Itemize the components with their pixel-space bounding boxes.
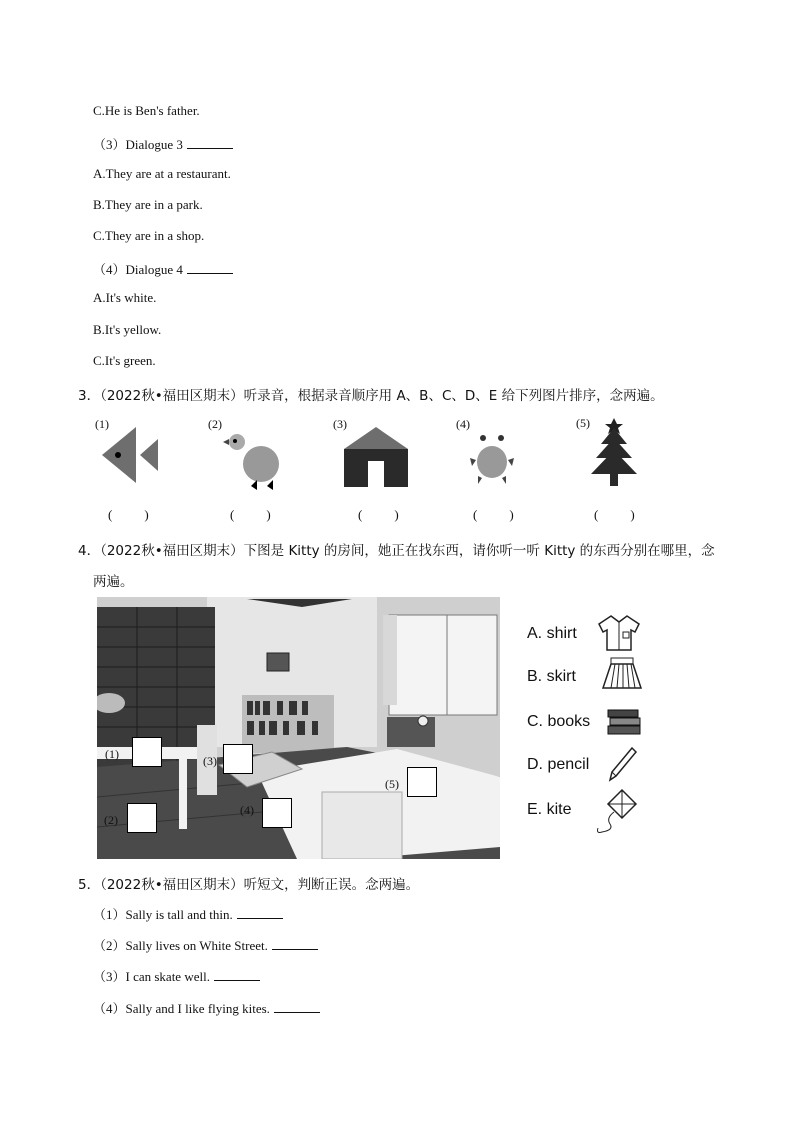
answer-paren[interactable]: ( ) [230, 507, 273, 522]
answer-box-3[interactable] [223, 744, 253, 774]
christmas-tree-icon [587, 418, 641, 490]
picture-label: (5) [576, 416, 590, 430]
dialogue-3-label: （3）Dialogue 3 [93, 134, 233, 153]
dialogue-4-label: （4）Dialogue 4 [93, 259, 233, 278]
picture-label: (1) [95, 417, 109, 431]
question-4-prompt-cont: 两遍。 [93, 574, 134, 590]
option-line: C.He is Ben's father. [93, 103, 200, 118]
answer-paren[interactable]: ( ) [358, 507, 401, 522]
answer-paren[interactable]: ( ) [473, 507, 516, 522]
answer-box-4[interactable] [262, 798, 292, 828]
books-icon [606, 708, 644, 736]
house-icon [340, 425, 412, 489]
option-line: B.They are in a park. [93, 197, 203, 212]
option-line: A.They are at a restaurant. [93, 166, 231, 181]
item-label: E. kite [527, 801, 572, 818]
option-line: C.They are in a shop. [93, 228, 205, 243]
answer-blank[interactable] [187, 261, 233, 274]
box-label: (3) [203, 754, 217, 768]
item-label: C. books [527, 713, 591, 730]
answer-box-1[interactable] [132, 737, 162, 767]
answer-blank[interactable] [274, 1000, 320, 1013]
pencil-icon [606, 746, 638, 782]
shirt-icon [597, 612, 641, 652]
item-label: B. skirt [527, 668, 576, 685]
item-label: D. pencil [527, 756, 590, 773]
question-4-prompt: 4．（2022秋•福田区期末）下图是 Kitty 的房间，她正在找东西，请你听一听 Kitty 的东西分别在哪里，念 [78, 543, 715, 559]
box-label: (4) [240, 803, 254, 817]
skirt-icon [601, 656, 643, 692]
answer-blank[interactable] [237, 906, 283, 919]
picture-label: (4) [456, 417, 470, 431]
fish-icon [100, 425, 162, 489]
question-5-prompt: 5．（2022秋•福田区期末）听短文，判断正误。念两遍。 [78, 877, 420, 893]
statement-4: （4）Sally and I like flying kites. [93, 998, 320, 1017]
crab-icon [466, 432, 518, 486]
option-line: C.It's green. [93, 353, 156, 368]
statement-3: （3）I can skate well. [93, 966, 260, 985]
answer-box-5[interactable] [407, 767, 437, 797]
question-3-prompt: 3．（2022秋•福田区期末）听录音，根据录音顺序用 A、B、C、D、E 给下列图片排序，念两遍。 [78, 388, 664, 404]
box-label: (5) [385, 777, 399, 791]
option-line: A.It's white. [93, 290, 157, 305]
kite-icon [592, 788, 638, 838]
answer-blank[interactable] [187, 136, 233, 149]
answer-paren[interactable]: ( ) [594, 507, 637, 522]
chick-icon [215, 428, 285, 494]
option-line: B.It's yellow. [93, 322, 162, 337]
statement-1: （1）Sally is tall and thin. [93, 904, 283, 923]
answer-blank[interactable] [214, 968, 260, 981]
room-illustration [97, 597, 500, 859]
box-label: (1) [105, 747, 119, 761]
box-label: (2) [104, 813, 118, 827]
picture-label: (3) [333, 417, 347, 431]
answer-blank[interactable] [272, 937, 318, 950]
answer-box-2[interactable] [127, 803, 157, 833]
picture-label: (2) [208, 417, 222, 431]
answer-paren[interactable]: ( ) [108, 507, 151, 522]
statement-2: （2）Sally lives on White Street. [93, 935, 318, 954]
item-label: A. shirt [527, 625, 577, 642]
